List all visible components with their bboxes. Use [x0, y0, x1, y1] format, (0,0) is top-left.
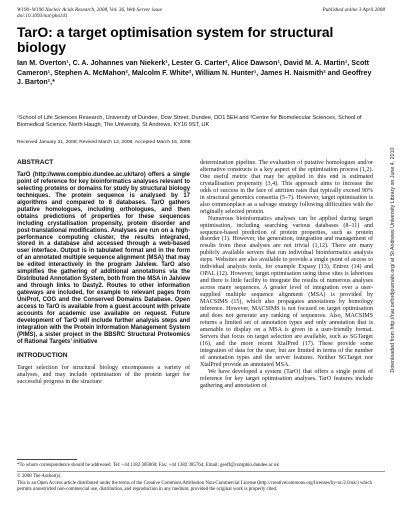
- abstract-text: TarO (http://www.compbio.dundee.ac.uk/taro) offers a single point of reference for key bioinformatics analyses relevant to selecting proteins or domains for study by structural biology techniques. The protein sequence is analysed by 17 algorithms and compared to 8 databases. TarO gathers putative homologues, including orthologues, and then obtains predictions of properties for these sequences including crystallisation propensity, protein disorder and post-translational modifications. Analyses are run on a high-performance computing cluster, the results integrated, stored in a database and accessed through a web-based user interface. Output is in tabulated format and in the form of an annotated multiple sequence alignment (MSA) that may be edited interactively in the program Jalview. TarO also simplifies the gathering of additional annotations via the Distributed Annotation System, both from the MSA in Jalview and through links to Dasty2. Routes to other information gateways are included, for example to relevant pages from UniProt, COG and the Conserved Domains Database. Open access to TarO is available from a guest account with private accounts for academic use available on request. Future development of TarO will include further analysis steps and integration with the Protein Information Management System (PIMS), a sister project in the BBSRC Structural Proteomics of Rational Targets’ initiative: [17, 171, 190, 345]
- running-header: [17, 7, 385, 20]
- footnote-separator: [17, 471, 385, 472]
- download-watermark-text: Downloaded from http://nar.oxfordjournals.org/ at St Andrews University Library on June 4, 2010: [390, 147, 396, 373]
- header-doi: doi:10.1093/nar/gkn141: [17, 13, 68, 20]
- header-journal: W190–W196 Nucleic Acids Research, 2008, Vol. 36, Web Server issue: [17, 7, 162, 13]
- author-list: Ian M. Overton¹, C. A. Johannes van Niekerk¹, Lester G. Carter², Alice Dawson¹, David M. A. Martin¹, Scott Cameron¹, Stephen A. McMahon², Malcolm F. White², William N. Hunter¹, James H. Naismith² and Geoffrey J. Barton¹,*: [17, 59, 372, 87]
- download-watermark: [388, 80, 398, 440]
- footnote-copyright: © 2008 The Author(s): [17, 473, 61, 479]
- affiliations: ¹School of Life Sciences Research, University of Dundee, Dow Street, Dundee, DD1 5EH and ²Centre for Biomolecular Sciences, School of Biomedical Science, North Haugh, The University, St Andrews, KY16 9ST, UK: [17, 115, 362, 129]
- body-paragraph-2: Numerous bioinformatics analyses can be applied during target optimisation, including searching various databases (8–11) and sequence-based prediction of protein properties, such as protein disorder (1). However, the generation, integration and management of results from these analyses are not trivial (1,12). There are many publicly available servers that run individual bioinformatics analysis steps. Websites are also available to provide a single point of access to individual analysis tools, for example Expasy (13), Entrez (14) and OPAL (12). However, target optimisation using these sites is laborious and there is little facility to integrate the results of numerous analyses across many sequences. A greater level of integration over a user-supplied multiple sequence alignment (MSA) is provided by MACSIMS (15), which also propagates annotations by homology inference. However, MACSIMS is not focused on target optimisation and does not generate any ranking of sequences. Also, MACSIMS returns a limited set of annotation types and only annotation that is amenable to display on a MSA is given in a user-friendly format. Servers that focus on target selection are available, such as SGTarget (16), and the more recent XtalPred (17). These provide some integration of data for the user, but are limited in terms of the number of annotation types and the server features. Neither SGTarget nor XtalPred provide an annotated MSA.: [200, 215, 373, 368]
- article-title: TarO: a target optimisation system for structural biology: [17, 25, 334, 55]
- received-dates: Received January 31, 2008; Revised March 13, 2008; Accepted March 16, 2008: [17, 140, 191, 145]
- footnote-license: This is an Open Access article distributed under the terms of the Creative Commons Attribution Non-Commercial License (http://creativecommons.org/licenses/by-nc/2.0/uk/) which permits unrestricted non-commercial use, distribution, and reproduction in any medium, provided the original work is properly cited.: [17, 481, 372, 493]
- abstract-heading: ABSTRACT: [17, 159, 54, 166]
- body-paragraph-3: We have developed a system (TarO) that offers a single point of reference for key target optimisation analyses. TarO features include gathering and annotation of: [200, 368, 373, 389]
- left-column: [17, 160, 190, 386]
- header-published: Published online 3 April 2008: [322, 7, 385, 13]
- body-paragraph-1: determination pipeline. The evaluation of putative homologues and/or alternative constructs is a key aspect of the optimisation process (1,2). One useful metric that may be applied to this end is estimated crystallisation propensity (3,4). This approach aims to increase the odds of success in the face of attrition rates that typically exceed 90% in structural genomics consortia (5–7). However, target optimisation is also commonplace as a salvage strategy following difficulties with the originally selected protein.: [200, 160, 373, 215]
- footnote-divider: [17, 459, 77, 460]
- right-column: [200, 160, 373, 389]
- footnote-correspondence: *To whom correspondence should be addressed. Tel: +44 1382 385860; Fax: +44 1382 385764; Email: geoff@compbio.dundee.ac.uk: [17, 463, 279, 468]
- introduction-heading: INTRODUCTION: [17, 351, 68, 359]
- introduction-text: Target selection for structural biology encompasses a variety of analyses, and may include optimisation of the protein target for successful progress in the structure: [17, 364, 190, 385]
- footnotes: [17, 463, 385, 494]
